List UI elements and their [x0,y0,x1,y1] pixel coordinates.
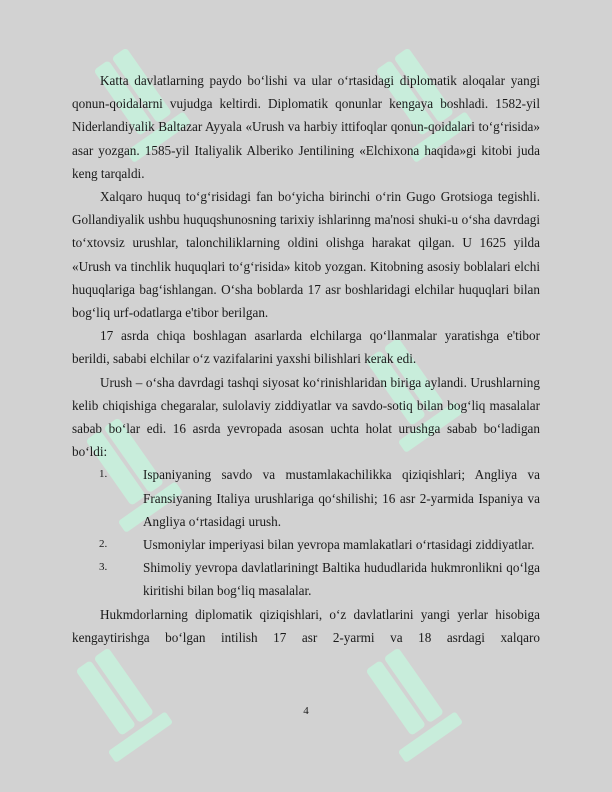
list-item [72,463,540,533]
list-item-number: 3. [99,561,108,574]
list-item-text: Shimoliy yevropa davlatlariningt Baltika hududlarida hukmronlikni qo‘lga kiritishi bilan bog‘liq masalalar. [143,560,540,599]
paragraph: Katta davlatlarning paydo bo‘lishi va ular o‘rtasidagi diplomatik aloqalar yangi qonun-qoidalarni vujudga keltirdi. Diplomatik qonunlar kengaya boshladi. 1582-yil Niderlandiyalik Baltazar Ayyala «Urush va harbiy ittifoqlar qonun-qoidalari to‘g‘risida» asar yozgan. 1585-yil Italiyalik Alberiko Jentilining «Elchixona haqida»gi kitobi juda keng tarqaldi. [72,73,540,181]
list-item-text: Usmoniylar imperiyasi bilan yevropa mamlakatlari o‘rtasidagi ziddiyatlar. [143,537,535,553]
paragraph: Urush – o‘sha davrdagi tashqi siyosat ko‘rinishlaridan biriga aylandi. Urushlarning kelib chiqishiga chegaralar, sulolaviy ziddiyatlar va savdo-sotiq bilan bog‘liq masalalar sabab bo‘lar edi. 16 asrda yevropada asosan uchta holat urushga sabab bo‘ladigan bo‘ldi: [72,374,540,460]
page-number: 4 [303,705,309,717]
list-item [72,533,540,556]
paragraph: Hukmdorlarning diplomatik qiziqishlari, o‘z davlatlarini yangi yerlar hisobiga kengaytirishga bo‘lgan intilish 17 asr 2-yarmi va 18 asrdagi xalqaro [72,606,540,645]
list-item [72,556,540,602]
document-body [72,69,540,649]
list-item-number: 1. [99,468,108,481]
paragraph: Xalqaro huquq to‘g‘risidagi fan bo‘yicha birinchi o‘rin Gugo Grotsioga tegishli. Gollandiyalik ushbu huquqshunosning tarixiy ishlarinng ma'nosi shuki-u o‘sha davrdagi to‘xtovsiz urushlar, talonchiliklarning oldini olishga harakat qilgan. U 1625 yilda «Urush va tinchlik huquqlari to‘g‘risida» kitob yozgan. Kitobning asosiy boblalari elchi huquqlariga bag‘ishlangan. O‘sha boblarda 17 asr boshlaridagi elchilar huquqlari bilan bog‘liq urf-odatlarga e'tibor berilgan. [72,189,540,321]
numbered-list [72,463,540,602]
paragraph: 17 asrda chiqa boshlagan asarlarda elchilarga qo‘llanmalar yaratishga e'tibor berildi, sababi elchilar o‘z vazifalarini yaxshi bilishlari kerak edi. [72,328,540,367]
list-item-text: Ispaniyaning savdo va mustamlakachilikka qiziqishlari; Angliya va Fransiyaning Italiya urushlariga qo‘shilishi; 16 asr 2-yarmida Ispaniya va Angliya o‘rtasidagi urush. [143,467,540,529]
list-item-number: 2. [99,538,108,551]
